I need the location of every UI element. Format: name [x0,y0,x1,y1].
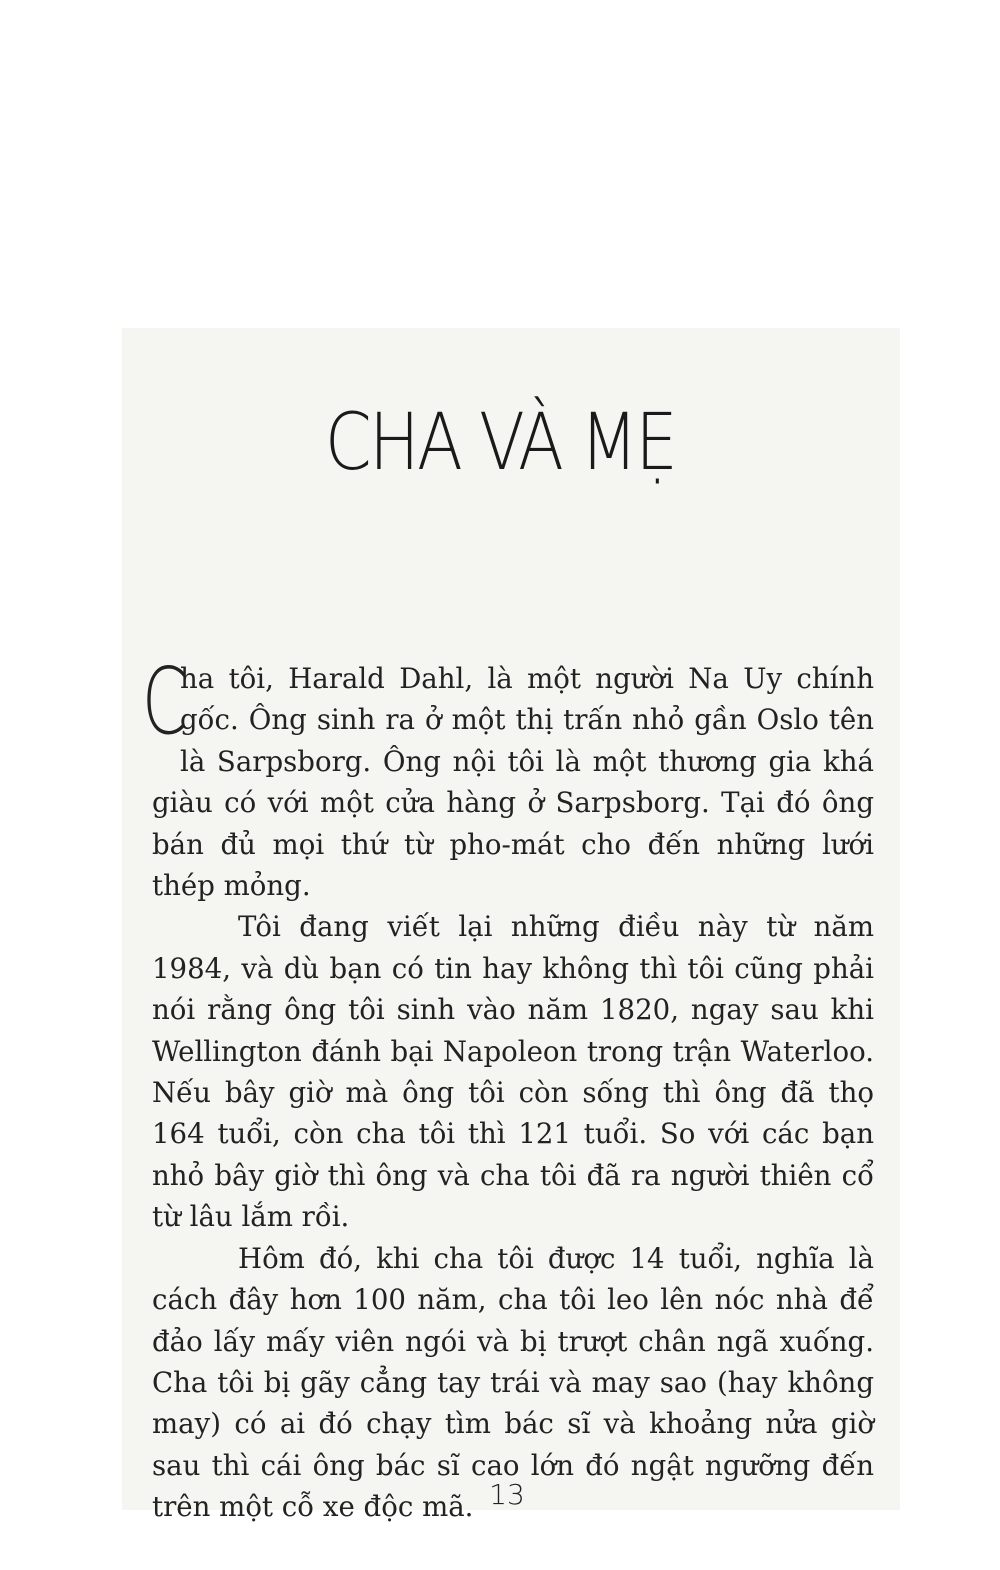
paragraph-1-text: ha tôi, Harald Dahl, là một người Na Uy chính gốc. Ông sinh ra ở một thị trấn nhỏ gần Oslo tên là Sarpsborg. Ông nội tôi là một thương gia khá giàu có với một cửa hàng ở Sarpsborg. Tại đó ông bán đủ mọi thứ từ pho-mát cho đến những lưới thép mỏng. [152,662,874,903]
paragraph-1 [142,648,874,906]
page-number: 13 [489,1478,525,1511]
body-text [142,648,874,1528]
paragraph-3: Hôm đó, khi cha tôi được 14 tuổi, nghĩa là cách đây hơn 100 năm, cha tôi leo lên nóc nhà để đảo lấy mấy viên ngói và bị trượt chân ngã xuống. Cha tôi bị gãy cẳng tay trái và may sao (hay không may) có ai đó chạy tìm bác sĩ và khoảng nửa giờ sau thì cái ông bác sĩ cao lớn đó ngật ngưỡng đến trên một cỗ xe độc mã. [152,1241,874,1524]
drop-cap: C [142,648,187,755]
paragraph-2: Tôi đang viết lại những điều này từ năm 1984, và dù bạn có tin hay không thì tôi cũng phải nói rằng ông tôi sinh vào năm 1820, ngay sau khi Wellington đánh bại Napoleon trong trận Waterloo. Nếu bây giờ mà ông tôi còn sống thì ông đã thọ 164 tuổi, còn cha tôi thì 121 tuổi. So với các bạn nhỏ bây giờ thì ông và cha tôi đã ra người thiên cổ từ lâu lắm rồi. [152,910,874,1234]
chapter-title: CHA VÀ MẸ [324,398,676,489]
